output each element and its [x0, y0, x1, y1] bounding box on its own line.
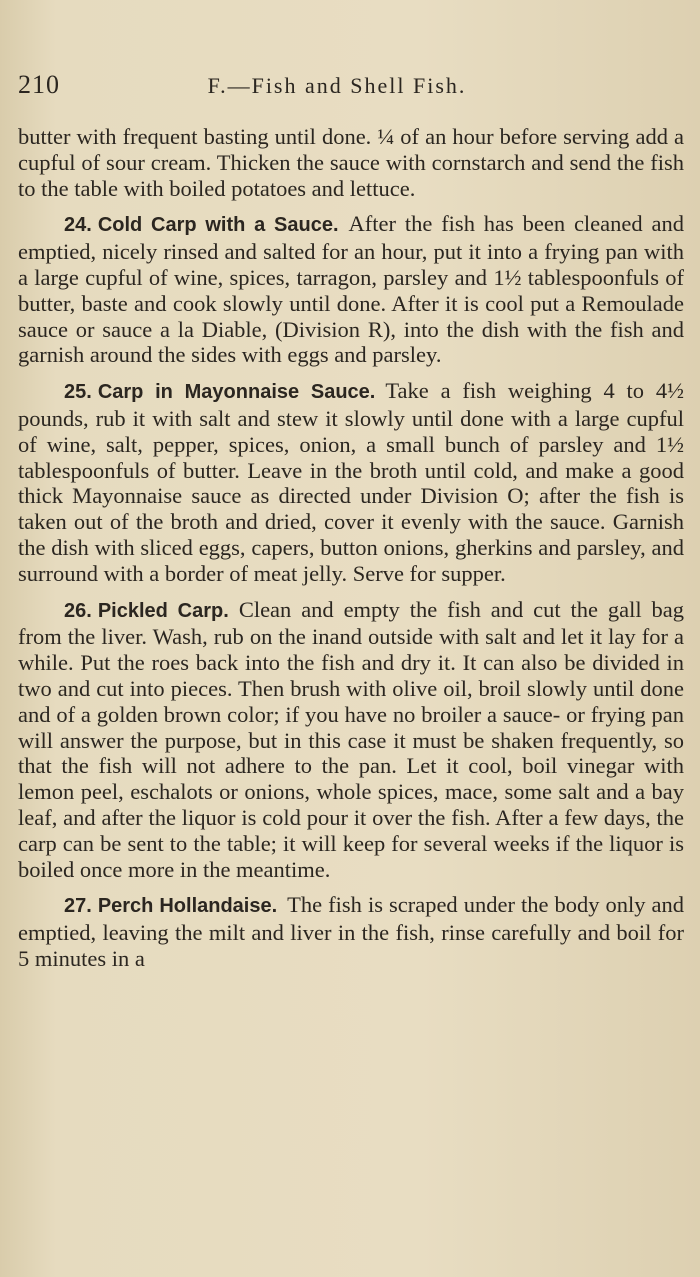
recipe-title: Carp in Mayonnaise Sauce.: [97, 381, 376, 404]
recipe-body: Clean and empty the fish and cut the gall bag from the liver. Wash, rub on the inand outside with salt and let it lay for a while. Put the roes back into the fish and dry it. It can also be divided in two and cut into pieces. Then brush with olive oil, broil slowly until done and of a golden brown color; if you have no broiler a sauce- or frying pan will answer the purpose, but in this case it must be shaken frequently, so that the fish will not adhere to the pan. Let it cool, boil vinegar with lemon peel, eschalots or onions, whole spices, mace, some salt and a bay leaf, and after the liquor is cold pour it over the fish. After a few days, the carp can be sent to the table; it will keep for several weeks if the liquor is boiled once more in the meantime.: [18, 596, 685, 882]
recipe-26: [18, 597, 684, 883]
recipe-body: After the fish has been cleaned and emptied, nicely rinsed and salted for an hour, put it into a frying pan with a large cupful of wine, spices, tarragon, parsley and 1½ tablespoonfuls of butter, baste and cook slowly until done. After it is cool put a Remoulade sauce or sauce a la Diable, (Division R), into the dish with the fish and garnish around the sides with eggs and parsley.: [18, 211, 684, 368]
page-body: [18, 124, 684, 972]
recipe-body: The fish is scraped under the body only and emptied, leaving the milt and liver in the fish, rinse carefully and boil for 5 minutes in a: [18, 892, 684, 971]
recipe-25: [18, 378, 684, 586]
continuation-paragraph: butter with frequent basting until done. ¼ of an hour before serving add a cupful of sour cream. Thicken the sauce with cornstarch and send the fish to the table with boiled potatoes and lettuce.: [18, 124, 684, 201]
recipe-number: 27.: [64, 895, 92, 918]
running-title: F.—Fish and Shell Fish.: [207, 73, 467, 98]
recipe-number: 25.: [64, 381, 92, 404]
recipe-24: [18, 211, 684, 368]
recipe-title: Cold Carp with a Sauce.: [97, 214, 339, 237]
recipe-27: [18, 892, 684, 971]
recipe-title: Perch Hollandaise.: [97, 895, 278, 918]
recipe-body: Take a fish weighing 4 to 4½ pounds, rub it with salt and stew it slowly until done with a large cupful of wine, salt, pepper, spices, onion, a small bunch of parsley and 1½ tablespoonfuls of butter. Leave in the broth until cold, and make a good thick Mayonnaise sauce as directed under Division O; after the fish is taken out of the broth and dried, cover it evenly with the sauce. Garnish the dish with sliced eggs, capers, button onions, gherkins and parsley, and surround with a border of meat jelly. Serve for supper.: [18, 378, 684, 586]
recipe-number: 26.: [64, 599, 92, 622]
recipe-title: Pickled Carp.: [97, 599, 229, 622]
page-number: 210: [18, 70, 60, 99]
page-header: [18, 70, 684, 110]
recipe-number: 24.: [64, 214, 92, 237]
